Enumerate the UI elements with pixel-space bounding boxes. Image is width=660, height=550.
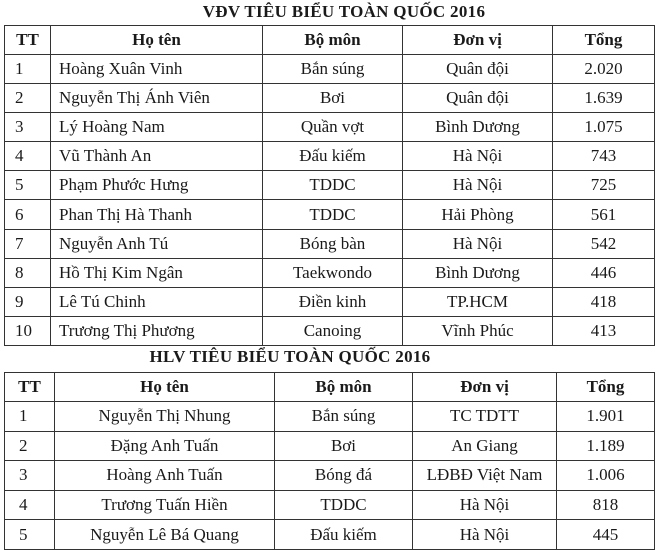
table-row <box>5 287 655 316</box>
cell-tt: 2 <box>5 431 55 461</box>
cell-unit: Hà Nội <box>403 229 553 258</box>
header-unit: Đơn vị <box>403 26 553 55</box>
cell-tt: 2 <box>5 84 51 113</box>
cell-sport: Bơi <box>263 84 403 113</box>
coaches-table-body <box>5 402 655 550</box>
cell-tt: 8 <box>5 258 51 287</box>
cell-score: 1.189 <box>557 431 655 461</box>
cell-tt: 7 <box>5 229 51 258</box>
table-row <box>5 113 655 142</box>
cell-name: Nguyễn Thị Ánh Viên <box>51 84 263 113</box>
cell-name: Hoàng Anh Tuấn <box>55 461 275 491</box>
cell-score: 418 <box>553 287 655 316</box>
cell-tt: 1 <box>5 55 51 84</box>
cell-unit: LĐBĐ Việt Nam <box>413 461 557 491</box>
cell-score: 413 <box>553 316 655 345</box>
cell-sport: Quần vợt <box>263 113 403 142</box>
header-name: Họ tên <box>51 26 263 55</box>
cell-score: 445 <box>557 520 655 550</box>
header-tt: TT <box>5 26 51 55</box>
table-row <box>5 316 655 345</box>
cell-sport: Canoing <box>263 316 403 345</box>
athletes-table-body <box>5 55 655 346</box>
cell-score: 725 <box>553 171 655 200</box>
cell-name: Nguyễn Anh Tú <box>51 229 263 258</box>
coaches-table <box>4 372 655 550</box>
cell-tt: 10 <box>5 316 51 345</box>
cell-unit: Quân đội <box>403 55 553 84</box>
cell-tt: 5 <box>5 171 51 200</box>
table-row <box>5 461 655 491</box>
cell-name: Nguyễn Lê Bá Quang <box>55 520 275 550</box>
cell-name: Hồ Thị Kim Ngân <box>51 258 263 287</box>
table-row <box>5 431 655 461</box>
cell-unit: Vĩnh Phúc <box>403 316 553 345</box>
table-header-row <box>5 373 655 402</box>
cell-tt: 9 <box>5 287 51 316</box>
header-score: Tổng <box>557 373 655 402</box>
cell-score: 561 <box>553 200 655 229</box>
cell-score: 743 <box>553 142 655 171</box>
table-row <box>5 142 655 171</box>
cell-unit: Hà Nội <box>403 171 553 200</box>
cell-score: 1.075 <box>553 113 655 142</box>
cell-score: 1.901 <box>557 402 655 432</box>
header-score: Tổng <box>553 26 655 55</box>
coaches-title: HLV TIÊU BIỂU TOÀN QUỐC 2016 <box>149 347 431 366</box>
athletes-title: VĐV TIÊU BIỂU TOÀN QUỐC 2016 <box>202 2 486 21</box>
cell-unit: Quân đội <box>403 84 553 113</box>
cell-score: 818 <box>557 490 655 520</box>
cell-unit: TC TDTT <box>413 402 557 432</box>
table-header-row <box>5 26 655 55</box>
cell-sport: TDDC <box>263 171 403 200</box>
cell-tt: 4 <box>5 142 51 171</box>
table-row <box>5 490 655 520</box>
cell-tt: 3 <box>5 461 55 491</box>
table-row <box>5 55 655 84</box>
cell-sport: Bơi <box>275 431 413 461</box>
cell-tt: 6 <box>5 200 51 229</box>
cell-score: 1.006 <box>557 461 655 491</box>
cell-sport: Bóng đá <box>275 461 413 491</box>
cell-name: Phạm Phước Hưng <box>51 171 263 200</box>
cell-score: 446 <box>553 258 655 287</box>
table-row <box>5 520 655 550</box>
table-row <box>5 402 655 432</box>
header-sport: Bộ môn <box>263 26 403 55</box>
cell-tt: 3 <box>5 113 51 142</box>
cell-sport: Bóng bàn <box>263 229 403 258</box>
cell-name: Lê Tú Chinh <box>51 287 263 316</box>
cell-tt: 4 <box>5 490 55 520</box>
cell-name: Đặng Anh Tuấn <box>55 431 275 461</box>
cell-tt: 5 <box>5 520 55 550</box>
table-row <box>5 171 655 200</box>
cell-unit: An Giang <box>413 431 557 461</box>
cell-unit: Hải Phòng <box>403 200 553 229</box>
cell-sport: TDDC <box>263 200 403 229</box>
cell-sport: Bắn súng <box>275 402 413 432</box>
table-row <box>5 258 655 287</box>
cell-score: 2.020 <box>553 55 655 84</box>
cell-name: Trương Thị Phương <box>51 316 263 345</box>
cell-name: Trương Tuấn Hiền <box>55 490 275 520</box>
athletes-table <box>4 25 655 346</box>
header-tt: TT <box>5 373 55 402</box>
table-row <box>5 200 655 229</box>
cell-name: Nguyễn Thị Nhung <box>55 402 275 432</box>
cell-unit: Bình Dương <box>403 113 553 142</box>
table-row <box>5 84 655 113</box>
cell-score: 542 <box>553 229 655 258</box>
cell-unit: Hà Nội <box>413 490 557 520</box>
cell-sport: Đấu kiếm <box>263 142 403 171</box>
cell-sport: Đấu kiếm <box>275 520 413 550</box>
cell-unit: Hà Nội <box>413 520 557 550</box>
table-row <box>5 229 655 258</box>
header-sport: Bộ môn <box>275 373 413 402</box>
cell-name: Lý Hoàng Nam <box>51 113 263 142</box>
cell-sport: Bắn súng <box>263 55 403 84</box>
cell-unit: TP.HCM <box>403 287 553 316</box>
cell-name: Vũ Thành An <box>51 142 263 171</box>
cell-name: Phan Thị Hà Thanh <box>51 200 263 229</box>
cell-unit: Bình Dương <box>403 258 553 287</box>
cell-sport: Taekwondo <box>263 258 403 287</box>
cell-unit: Hà Nội <box>403 142 553 171</box>
cell-sport: TDDC <box>275 490 413 520</box>
header-name: Họ tên <box>55 373 275 402</box>
cell-tt: 1 <box>5 402 55 432</box>
cell-score: 1.639 <box>553 84 655 113</box>
cell-sport: Điền kinh <box>263 287 403 316</box>
header-unit: Đơn vị <box>413 373 557 402</box>
cell-name: Hoàng Xuân Vinh <box>51 55 263 84</box>
